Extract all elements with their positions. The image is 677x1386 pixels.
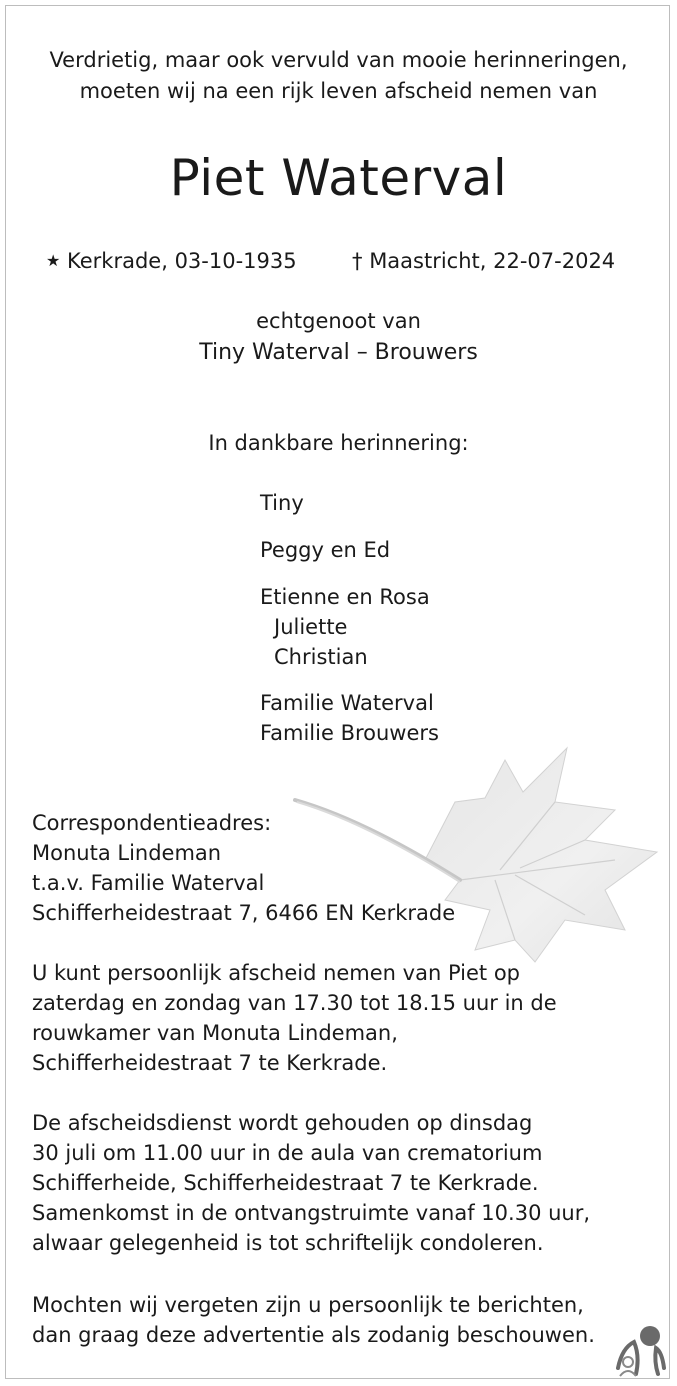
visitation-line: zaterdag en zondag van 17.30 tot 18.15 uur in de	[32, 991, 557, 1015]
service-line: Samenkomst in de ontvangstruimte vanaf 10.30 uur,	[32, 1201, 591, 1225]
death-date: Maastricht, 22-07-2024	[369, 249, 616, 273]
visitation-line: U kunt persoonlijk afscheid nemen van Piet op	[32, 961, 520, 985]
visitation-line: Schifferheidestraat 7 te Kerkrade.	[32, 1051, 388, 1075]
family-member: Familie Brouwers	[260, 721, 439, 745]
service-line: Schifferheide, Schifferheidestraat 7 te Kerkrade.	[32, 1171, 539, 1195]
correspondence-label: Correspondentieadres:	[32, 811, 272, 835]
family-member: Etienne en Rosa	[260, 585, 430, 609]
family-member: Christian	[274, 645, 368, 669]
service-line: De afscheidsdienst wordt gehouden op dinsdag	[32, 1111, 533, 1135]
deceased-name: Piet Waterval	[169, 149, 508, 207]
intro-line: Verdrietig, maar ook vervuld van mooie herinneringen,	[49, 48, 628, 72]
publisher-logo-icon	[612, 1318, 670, 1378]
intro-line: moeten wij na een rijk leven afscheid nemen van	[79, 79, 598, 103]
correspondence-line: Schifferheidestraat 7, 6466 EN Kerkrade	[32, 901, 456, 925]
star-icon: ★	[46, 251, 61, 270]
service-line: 30 juli om 11.00 uur in de aula van crematorium	[32, 1141, 543, 1165]
closing-line: Mochten wij vergeten zijn u persoonlijk te berichten,	[32, 1293, 584, 1317]
correspondence-line: t.a.v. Familie Waterval	[32, 871, 265, 895]
death-info	[352, 246, 615, 276]
birth-date: Kerkrade, 03-10-1935	[67, 249, 297, 273]
correspondence-line: Monuta Lindeman	[32, 841, 222, 865]
family-member: Tiny	[260, 491, 304, 515]
family-member: Peggy en Ed	[260, 538, 391, 562]
service-line: alwaar gelegenheid is tot schriftelijk condoleren.	[32, 1231, 544, 1255]
family-heading: In dankbare herinnering:	[208, 431, 469, 455]
birth-info	[46, 246, 297, 276]
family-member: Familie Waterval	[260, 691, 434, 715]
visitation-line: rouwkamer van Monuta Lindeman,	[32, 1021, 398, 1045]
spouse-label: echtgenoot van	[256, 309, 421, 333]
closing-line: dan graag deze advertentie als zodanig beschouwen.	[32, 1323, 595, 1347]
family-member: Juliette	[274, 615, 348, 639]
spouse-name: Tiny Waterval – Brouwers	[199, 340, 478, 365]
cross-icon: †	[352, 249, 363, 273]
